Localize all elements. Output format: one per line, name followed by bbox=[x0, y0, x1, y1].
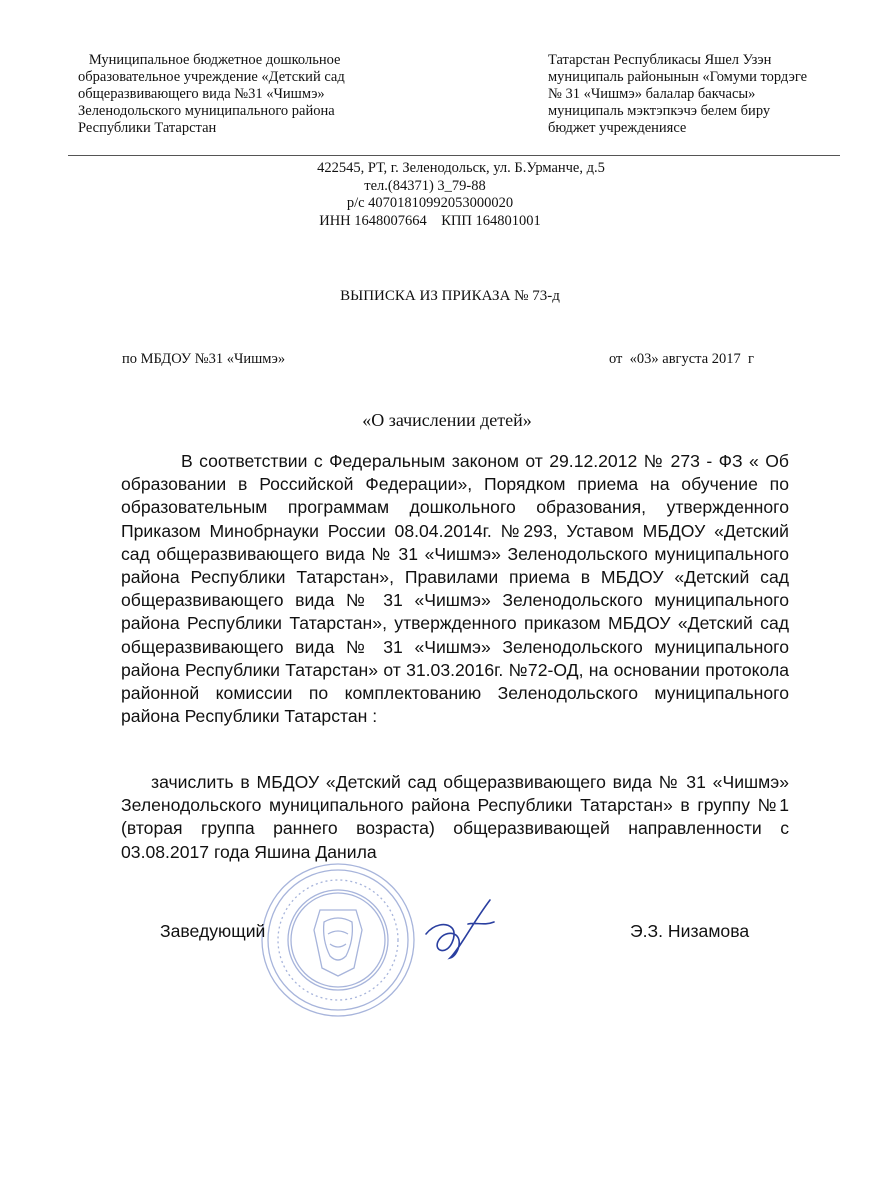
header-right-line: муниципаль районынын «Гомуми тордэге bbox=[548, 69, 808, 85]
official-stamp bbox=[258, 860, 418, 1020]
order-subject bbox=[0, 410, 872, 431]
signer-position: Заведующий bbox=[160, 921, 266, 941]
order-date: от «03» августа 2017 г bbox=[609, 351, 754, 367]
header-left-line: общеразвивающего вида №31 «Чишмэ» bbox=[78, 86, 325, 102]
header-left-organization bbox=[78, 52, 408, 137]
header-right-line: № 31 «Чишмэ» балалар бакчасы» bbox=[548, 86, 756, 102]
address-line: 422545, РТ, г. Зеленодольск, ул. Б.Урманче, д.5 bbox=[317, 160, 605, 176]
phone-line: тел.(84371) 3_79-88 bbox=[364, 177, 486, 194]
header-left-line: Республики Татарстан bbox=[78, 120, 217, 136]
order-organization: по МБДОУ №31 «Чишмэ» bbox=[122, 351, 286, 367]
header-right-line: Татарстан Республикасы Яшел Узэн bbox=[548, 52, 772, 68]
document-title bbox=[0, 288, 872, 305]
order-subject-text: «О зачислении детей» bbox=[362, 410, 532, 430]
header-right-line: муниципаль мэктэпкэчэ белем биру bbox=[548, 103, 771, 119]
decision-paragraph: зачислить в МБДОУ «Детский сад общеразвивающего вида № 31 «Чишмэ» Зеленодольского муниципального района Республики Татарстан» в группу №1 (вторая группа раннего возраста) общеразвивающей направленности с 03.08.2017 года Яшина Данила bbox=[121, 772, 789, 862]
header-right-line: бюджет учреждениясе bbox=[548, 120, 687, 136]
address-block bbox=[0, 160, 872, 230]
document-title-text: ВЫПИСКА ИЗ ПРИКАЗА № 73-д bbox=[340, 288, 560, 304]
tax-ids-line: ИНН 1648007664 КПП 164801001 bbox=[319, 212, 541, 229]
header-right-organization bbox=[548, 52, 848, 137]
header-left-line: Муниципальное бюджетное дошкольное bbox=[78, 52, 341, 68]
handwritten-signature bbox=[420, 894, 500, 964]
account-line: р/с 40701810992053000020 bbox=[346, 195, 514, 211]
preamble-paragraph: В соответствии с Федеральным законом от 29.12.2012 № 273 - ФЗ « Об образовании в Российской Федерации», Порядком приема на обучение по образовательным программам дошкольного образования, утвержденного Приказом Минобрнауки России 08.04.2014г. №293, Уставом МБДОУ «Детский сад общеразвивающего вида № 31 «Чишмэ» Зеленодольского муниципального района Республики Татарстан», Правилами приема в МБДОУ «Детский сад общеразвивающего вида № 31 «Чишмэ» Зеленодольского муниципального района Республики Татарстан», утвержденного приказом МБДОУ «Детский сад общеразвивающего вида № 31 «Чишмэ» Зеленодольского муниципального района Республики Татарстан» от 31.03.2016г. №72-ОД, на основании протокола районной комиссии по комплектованию Зеленодольского муниципального района Республики Татарстан : bbox=[121, 451, 789, 727]
header-divider bbox=[68, 155, 840, 156]
header-left-line: Зеленодольского муниципального района bbox=[78, 103, 335, 119]
signer-name: Э.З. Низамова bbox=[630, 921, 750, 941]
header-left-line: образовательное учреждение «Детский сад bbox=[78, 69, 345, 85]
